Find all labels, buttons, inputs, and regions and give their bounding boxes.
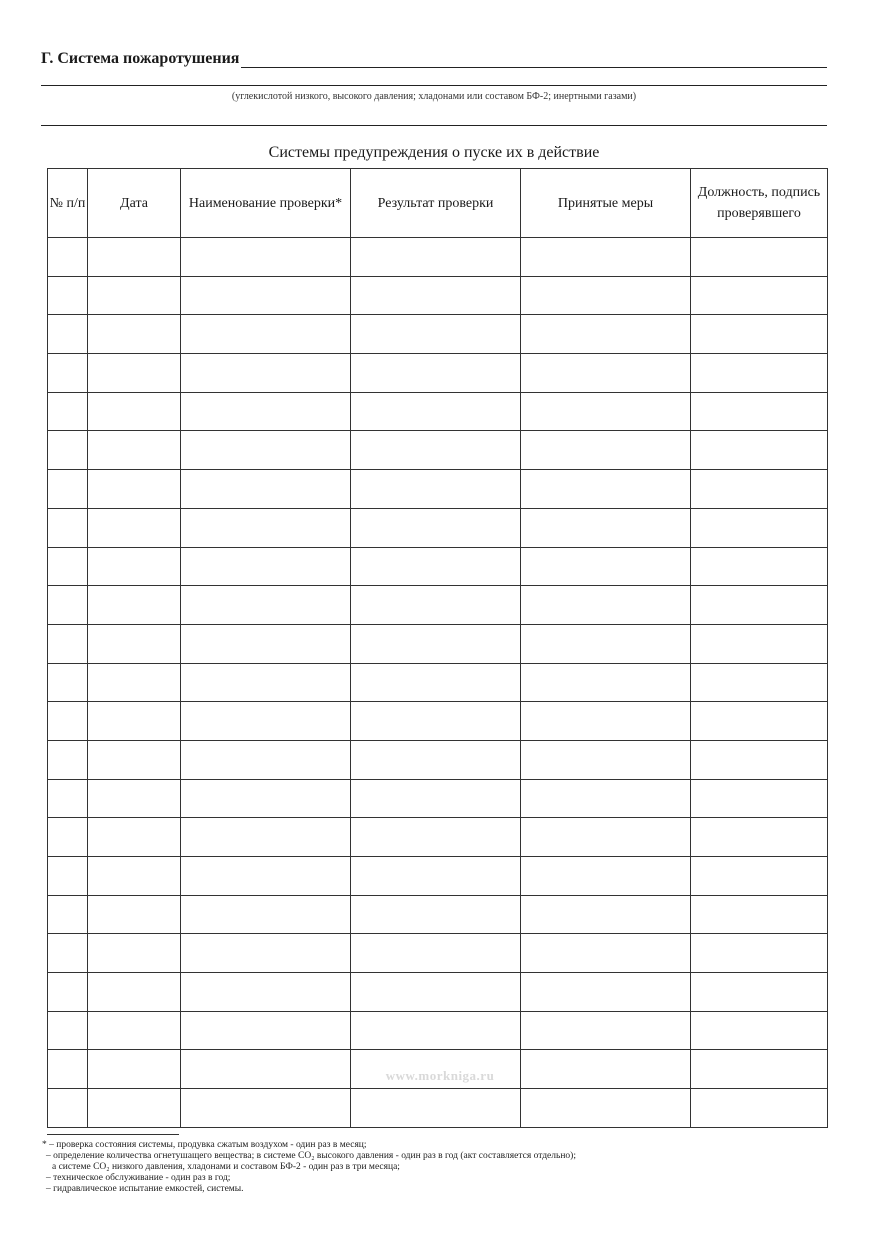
table-cell[interactable] (48, 663, 88, 702)
table-cell[interactable] (351, 895, 521, 934)
footnote-line: – техническое обслуживание - один раз в год; (46, 1173, 231, 1183)
table-row (48, 702, 828, 741)
table-cell[interactable] (48, 315, 88, 354)
table-cell[interactable] (88, 740, 181, 779)
table-row (48, 547, 828, 586)
table-cell[interactable] (691, 895, 828, 934)
table-cell[interactable] (521, 740, 691, 779)
table-header-row (48, 169, 828, 238)
table-cell[interactable] (691, 238, 828, 277)
table-cell[interactable] (351, 276, 521, 315)
table-cell[interactable] (351, 624, 521, 663)
footnote-line: а системе CO₂ низкого давления, хладонами и составом БФ-2 - один раз в три месяца; (52, 1162, 400, 1172)
table-cell[interactable] (351, 1011, 521, 1050)
table-cell[interactable] (521, 354, 691, 393)
table-title: Системы предупреждения о пуске их в действие (268, 144, 600, 161)
col-check-name: Наименование проверки* (181, 169, 351, 238)
table-cell[interactable] (521, 470, 691, 509)
table-cell[interactable] (48, 818, 88, 857)
table-row (48, 973, 828, 1012)
table-cell[interactable] (181, 779, 351, 818)
table-row (48, 508, 828, 547)
table-cell[interactable] (691, 818, 828, 857)
table-cell[interactable] (88, 431, 181, 470)
table-row (48, 276, 828, 315)
table-cell[interactable] (691, 470, 828, 509)
table-cell[interactable] (691, 624, 828, 663)
table-cell[interactable] (48, 586, 88, 625)
table-cell[interactable] (181, 857, 351, 896)
blank-rule (41, 125, 827, 126)
table-cell[interactable] (351, 663, 521, 702)
table-cell[interactable] (521, 934, 691, 973)
table-cell[interactable] (48, 392, 88, 431)
table-row (48, 586, 828, 625)
table-cell[interactable] (351, 818, 521, 857)
table-cell[interactable] (48, 354, 88, 393)
table-cell[interactable] (88, 354, 181, 393)
table-row (48, 779, 828, 818)
table-cell[interactable] (521, 238, 691, 277)
system-type-hint: (углекислотой низкого, высокого давления; хладонами или составом БФ-2; инертными газами) (231, 91, 637, 102)
table-cell[interactable] (88, 934, 181, 973)
table-cell[interactable] (691, 857, 828, 896)
table-cell[interactable] (521, 547, 691, 586)
table-cell[interactable] (181, 663, 351, 702)
table-row (48, 238, 828, 277)
table-cell[interactable] (88, 779, 181, 818)
table-cell[interactable] (521, 315, 691, 354)
table-cell[interactable] (88, 238, 181, 277)
table-cell[interactable] (521, 392, 691, 431)
table-cell[interactable] (521, 1011, 691, 1050)
table-cell[interactable] (351, 354, 521, 393)
footnote-line: * – проверка состояния системы, продувка сжатым воздухом - один раз в месяц; (42, 1140, 367, 1150)
table-cell[interactable] (521, 431, 691, 470)
table-cell[interactable] (351, 392, 521, 431)
table-cell[interactable] (181, 740, 351, 779)
table-cell[interactable] (521, 818, 691, 857)
table-cell[interactable] (691, 663, 828, 702)
table-cell[interactable] (181, 315, 351, 354)
table-body (48, 238, 828, 1128)
table-cell[interactable] (351, 586, 521, 625)
table-cell[interactable] (48, 1089, 88, 1128)
hint-rule (41, 85, 827, 86)
table-cell[interactable] (351, 857, 521, 896)
table-cell[interactable] (351, 238, 521, 277)
table-cell[interactable] (88, 895, 181, 934)
table-cell[interactable] (181, 238, 351, 277)
table-cell[interactable] (48, 238, 88, 277)
table-cell[interactable] (48, 276, 88, 315)
inspection-log-table (47, 168, 828, 1128)
table-cell[interactable] (48, 547, 88, 586)
table-cell[interactable] (48, 624, 88, 663)
table-cell[interactable] (181, 354, 351, 393)
table-cell[interactable] (691, 1011, 828, 1050)
table-cell[interactable] (48, 1050, 88, 1089)
table-cell[interactable] (691, 973, 828, 1012)
table-cell[interactable] (88, 1011, 181, 1050)
table-row (48, 431, 828, 470)
table-cell[interactable] (521, 895, 691, 934)
table-cell[interactable] (691, 586, 828, 625)
table-cell[interactable] (181, 973, 351, 1012)
table-cell[interactable] (351, 934, 521, 973)
table-cell[interactable] (88, 508, 181, 547)
table-row (48, 934, 828, 973)
table-cell[interactable] (88, 470, 181, 509)
footnote-line: – определение количества огнетушащего вещества; в системе CO₂ высокого давления - один раз в год (акт составляется отдельно); (46, 1151, 576, 1161)
table-cell[interactable] (181, 624, 351, 663)
table-row (48, 470, 828, 509)
table-row (48, 740, 828, 779)
col-inspector: Должность, подпись проверявшего (691, 169, 828, 238)
table-cell[interactable] (181, 1011, 351, 1050)
table-cell[interactable] (181, 276, 351, 315)
table-cell[interactable] (88, 1089, 181, 1128)
table-cell[interactable] (691, 740, 828, 779)
table-cell[interactable] (691, 276, 828, 315)
table-cell[interactable] (691, 702, 828, 741)
table-row (48, 624, 828, 663)
table-cell[interactable] (48, 895, 88, 934)
table-cell[interactable] (48, 740, 88, 779)
table-cell[interactable] (521, 586, 691, 625)
table-cell[interactable] (521, 973, 691, 1012)
table-cell[interactable] (181, 1089, 351, 1128)
table-cell[interactable] (351, 702, 521, 741)
table-cell[interactable] (351, 470, 521, 509)
table-cell[interactable] (181, 431, 351, 470)
table-cell[interactable] (351, 315, 521, 354)
col-measures: Принятые меры (521, 169, 691, 238)
table-cell[interactable] (181, 895, 351, 934)
table-cell[interactable] (88, 973, 181, 1012)
table-cell[interactable] (521, 624, 691, 663)
table-cell[interactable] (48, 1011, 88, 1050)
table-cell[interactable] (691, 779, 828, 818)
table-cell[interactable] (88, 663, 181, 702)
footnotes (42, 1140, 832, 1195)
watermark: www.morkniga.ru (385, 1068, 495, 1083)
table-cell[interactable] (351, 740, 521, 779)
table-cell[interactable] (181, 470, 351, 509)
table-cell[interactable] (521, 663, 691, 702)
table-cell[interactable] (691, 508, 828, 547)
table-cell[interactable] (48, 779, 88, 818)
footnote-rule (47, 1134, 179, 1135)
title-fill-line (241, 51, 827, 68)
table-cell[interactable] (181, 1050, 351, 1089)
table-cell[interactable] (88, 818, 181, 857)
table-cell[interactable] (351, 508, 521, 547)
table-cell[interactable] (181, 547, 351, 586)
table-cell[interactable] (691, 392, 828, 431)
footnote-line: – гидравлическое испытание емкостей, системы. (46, 1184, 244, 1194)
table-cell[interactable] (521, 1089, 691, 1128)
table-cell[interactable] (521, 508, 691, 547)
table-cell[interactable] (521, 779, 691, 818)
col-date: Дата (88, 169, 181, 238)
table-cell[interactable] (48, 431, 88, 470)
table-cell[interactable] (351, 973, 521, 1012)
table-cell[interactable] (521, 702, 691, 741)
table-cell[interactable] (181, 586, 351, 625)
col-number: № п/п (48, 169, 88, 238)
table-row (48, 315, 828, 354)
section-title: Г. Система пожаротушения (41, 50, 240, 67)
table-row (48, 857, 828, 896)
table-cell[interactable] (88, 276, 181, 315)
col-check-result: Результат проверки (351, 169, 521, 238)
table-row (48, 895, 828, 934)
table-cell[interactable] (521, 276, 691, 315)
table-cell[interactable] (88, 624, 181, 663)
table-cell[interactable] (351, 1089, 521, 1128)
table-cell[interactable] (521, 1050, 691, 1089)
table-cell[interactable] (88, 315, 181, 354)
table-cell[interactable] (88, 547, 181, 586)
table-cell[interactable] (88, 392, 181, 431)
table-cell[interactable] (181, 702, 351, 741)
table-cell[interactable] (521, 857, 691, 896)
table-row (48, 1011, 828, 1050)
table-row (48, 392, 828, 431)
table-cell[interactable] (48, 973, 88, 1012)
table-cell[interactable] (181, 934, 351, 973)
table-cell[interactable] (48, 702, 88, 741)
section-heading (41, 44, 827, 68)
table-cell[interactable] (181, 508, 351, 547)
table-cell[interactable] (691, 1089, 828, 1128)
table-row (48, 818, 828, 857)
table-row (48, 663, 828, 702)
table-cell[interactable] (48, 934, 88, 973)
table-cell[interactable] (691, 315, 828, 354)
table-cell[interactable] (181, 392, 351, 431)
table-cell[interactable] (351, 547, 521, 586)
table-cell[interactable] (691, 354, 828, 393)
table-cell[interactable] (48, 857, 88, 896)
table-cell[interactable] (48, 508, 88, 547)
table-cell[interactable] (181, 818, 351, 857)
table-row (48, 1089, 828, 1128)
table-cell[interactable] (351, 779, 521, 818)
table-cell[interactable] (48, 470, 88, 509)
table-cell[interactable] (691, 934, 828, 973)
table-row (48, 354, 828, 393)
table-cell[interactable] (691, 431, 828, 470)
table-cell[interactable] (88, 702, 181, 741)
table-cell[interactable] (691, 547, 828, 586)
table-cell[interactable] (88, 857, 181, 896)
table-cell[interactable] (691, 1050, 828, 1089)
table-cell[interactable] (88, 586, 181, 625)
table-cell[interactable] (351, 431, 521, 470)
table-cell[interactable] (88, 1050, 181, 1089)
